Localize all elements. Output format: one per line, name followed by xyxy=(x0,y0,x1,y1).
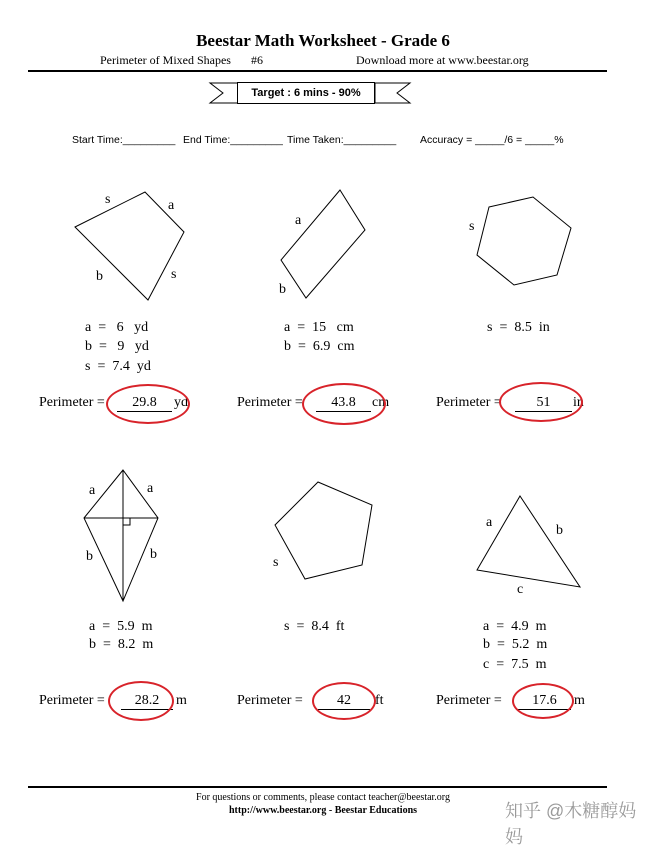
watermark: 知乎 @木糖醇妈妈 xyxy=(505,801,637,847)
time-taken-field: Time Taken:_________ xyxy=(287,134,397,146)
answer-circle xyxy=(312,682,376,720)
side-label: a xyxy=(168,198,175,213)
perimeter-label: Perimeter = xyxy=(436,395,502,410)
perimeter-unit: ft xyxy=(375,693,384,708)
perimeter-answer: 17.6 xyxy=(518,693,571,710)
footer-site: http://www.beestar.org - Beestar Educations xyxy=(228,805,418,816)
measure-line: b = 8.2 m xyxy=(89,637,154,652)
worksheet-number: #6 xyxy=(251,53,263,67)
perimeter-unit: yd xyxy=(174,395,188,410)
perimeter-answer: 29.8 xyxy=(117,395,172,412)
perimeter-answer: 43.8 xyxy=(316,395,371,412)
pentagon-figure xyxy=(265,475,385,590)
answer-circle xyxy=(499,382,583,422)
hexagon-figure xyxy=(460,185,585,295)
side-label: s xyxy=(105,192,111,207)
side-label: c xyxy=(517,582,524,597)
perimeter-answer: 51 xyxy=(515,395,572,412)
side-label: a xyxy=(147,481,154,496)
accuracy-field: Accuracy = _____/6 = _____% xyxy=(420,134,564,146)
side-label: a xyxy=(486,515,493,530)
measure-line: c = 7.5 m xyxy=(483,657,547,672)
answer-circle xyxy=(106,384,190,424)
target-banner: Target : 6 mins - 90% xyxy=(237,82,375,104)
perimeter-unit: cm xyxy=(372,395,390,410)
side-label: b xyxy=(86,549,93,564)
perimeter-unit: m xyxy=(574,693,585,708)
side-label: s xyxy=(469,219,475,234)
perimeter-label: Perimeter = xyxy=(237,693,303,708)
side-label: a xyxy=(89,483,96,498)
worksheet-topic: Perimeter of Mixed Shapes xyxy=(100,53,231,67)
answer-circle xyxy=(302,383,386,425)
perimeter-unit: m xyxy=(176,693,187,708)
perimeter-answer: 28.2 xyxy=(121,693,173,710)
measure-line: a = 4.9 m xyxy=(483,619,547,634)
side-label: b xyxy=(150,547,157,562)
answer-circle xyxy=(512,683,574,719)
measure-line: a = 6 yd xyxy=(85,320,149,335)
side-label: b xyxy=(556,523,563,538)
side-label: b xyxy=(279,282,286,297)
side-label: b xyxy=(96,269,103,284)
measure-line: b = 6.9 cm xyxy=(284,339,355,354)
measure-line: b = 9 yd xyxy=(85,339,149,354)
measure-line: s = 8.5 in xyxy=(487,320,550,335)
triangle-figure xyxy=(462,485,592,600)
side-label: s xyxy=(273,555,279,570)
kite-figure xyxy=(75,465,175,610)
measure-line: a = 15 cm xyxy=(284,320,354,335)
side-label: s xyxy=(171,267,177,282)
answer-circle xyxy=(108,681,174,721)
header-rule xyxy=(28,70,607,72)
measure-line: s = 7.4 yd xyxy=(85,359,151,374)
perimeter-answer: 42 xyxy=(318,693,370,710)
side-label: a xyxy=(295,213,302,228)
worksheet-title: Beestar Math Worksheet - Grade 6 xyxy=(196,31,450,50)
perimeter-label: Perimeter = xyxy=(436,693,502,708)
perimeter-label: Perimeter = xyxy=(39,395,105,410)
start-time-field: Start Time:_________ xyxy=(72,134,176,146)
perimeter-unit: in xyxy=(573,395,584,410)
measure-line: a = 5.9 m xyxy=(89,619,153,634)
measure-line: b = 5.2 m xyxy=(483,637,548,652)
parallelogram-figure xyxy=(270,180,380,310)
end-time-field: End Time:_________ xyxy=(183,134,283,146)
footer-rule xyxy=(28,786,607,788)
footer-contact: For questions or comments, please contact teacher@beestar.org xyxy=(196,792,450,803)
download-note: Download more at www.beestar.org xyxy=(356,53,529,67)
measure-line: s = 8.4 ft xyxy=(284,619,345,634)
perimeter-label: Perimeter = xyxy=(237,395,303,410)
quadrilateral-figure xyxy=(60,180,200,310)
perimeter-label: Perimeter = xyxy=(39,693,105,708)
